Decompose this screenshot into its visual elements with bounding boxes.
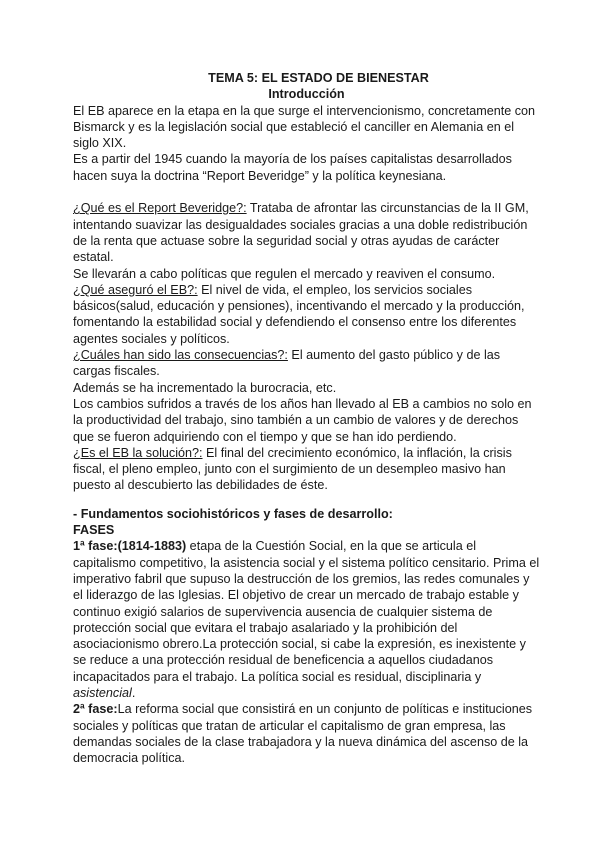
- qa-paragraph-6: [73, 396, 540, 445]
- page-title: TEMA 5: EL ESTADO DE BIENESTAR: [208, 71, 429, 85]
- phase-2-label: 2ª fase:: [73, 702, 118, 717]
- section-heading-text: Fundamentos sociohistóricos y fases de desarrollo:: [80, 506, 393, 521]
- fases-label: FASES: [73, 523, 115, 538]
- question-7: ¿Es el EB la solución?:: [73, 445, 203, 460]
- phase-1-paragraph: [73, 538, 540, 701]
- spacer: [73, 184, 540, 200]
- section-heading: [73, 506, 540, 522]
- qa-paragraph-1: [73, 200, 540, 265]
- qa-paragraph-4: [73, 347, 540, 380]
- phase-2-text: La reforma social que consistirá en un conjunto de políticas e instituciones sociales y políticas que tratan de articular el capitalismo de gran empresa, las demandas sociales de la clase trabajadora y la nueva dinámica del ascenso de la democracia política.: [73, 702, 533, 766]
- intro-paragraph-2: Es a partir del 1945 cuando la mayoría de los países capitalistas desarrollados hacen suya la doctrina “Report Beveridge” y la política keynesiana.: [73, 152, 512, 183]
- spacer: [73, 494, 540, 506]
- qa-paragraph-2: [73, 266, 540, 282]
- question-4: ¿Cuáles han sido las consecuencias?:: [73, 348, 288, 363]
- phase-1-italic: asistencial: [73, 685, 132, 700]
- answer-7: El final del crecimiento económico, la inflación, la crisis fiscal, el pleno empleo, junto con el surgimiento de un desempleo masivo han puesto al descubierto las debilidades de éste.: [73, 445, 512, 493]
- section-prefix: -: [73, 506, 81, 521]
- answer-5: Además se ha incrementado la burocracia, etc.: [73, 380, 337, 395]
- answer-4: El aumento del gasto público y de las cargas fiscales.: [73, 348, 501, 379]
- phase-1-end: .: [131, 685, 136, 700]
- intro-paragraph-1: El EB aparece en la etapa en la que surge el intervencionismo, concretamente con Bismarck y es la legislación social que estableció el canciller en Alemania en el siglo XIX.: [73, 103, 536, 151]
- answer-2: Se llevarán a cabo políticas que regulen el mercado y reaviven el consumo.: [73, 266, 496, 281]
- answer-1: Trataba de afrontar las circunstancias de la II GM, intentando suavizar las desigualdades sociales gracias a una doble redistribución de la renta que actuase sobre la seguridad social y otras ayudas de carácter estatal.: [73, 201, 529, 265]
- page-subtitle: Introducción: [268, 87, 345, 102]
- phase-1-text: etapa de la Cuestión Social, en la que se articula el capitalismo competitivo, la asistencia social y el sistema político censitario. Prima el imperativo fabril que supuso la destrucción de los gremios, las redes comunales y el liderazgo de las Iglesias. El objetivo de crear un mercado de trabajo estable y continuo exigió salarios de supervivencia ausencia de cualquier sistema de protección social que evitara el trabajo asalariado y la prohibición del asociacionismo obrero.La protección social, si cabe la expresión, es inexistente y se reduce a una protección residual de beneficencia a aquellos ciudadanos incapacitados para el trabajo. La política social es residual, disciplinaria y: [73, 539, 540, 684]
- answer-3: El nivel de vida, el empleo, los servicios sociales básicos(salud, educación y pensiones), incentivando el mercado y la producción, fomentando la estabilidad social y defendiendo el consenso entre los diferentes agentes sociales y políticos.: [73, 282, 525, 346]
- question-1: ¿Qué es el Report Beveridge?:: [73, 201, 247, 216]
- phase-1-label: 1ª fase:(1814-1883): [73, 539, 187, 554]
- qa-paragraph-7: [73, 445, 540, 494]
- answer-6: Los cambios sufridos a través de los años han llevado al EB a cambios no solo en la productividad del trabajo, sino también a un cambio de valores y de derechos que se fueron adquiriendo con el tiempo y que se han ido perdiendo.: [73, 396, 532, 444]
- question-3: ¿Qué aseguró el EB?:: [73, 282, 198, 297]
- qa-paragraph-5: [73, 380, 540, 396]
- phase-2-paragraph: [73, 701, 540, 766]
- qa-paragraph-3: [73, 282, 540, 347]
